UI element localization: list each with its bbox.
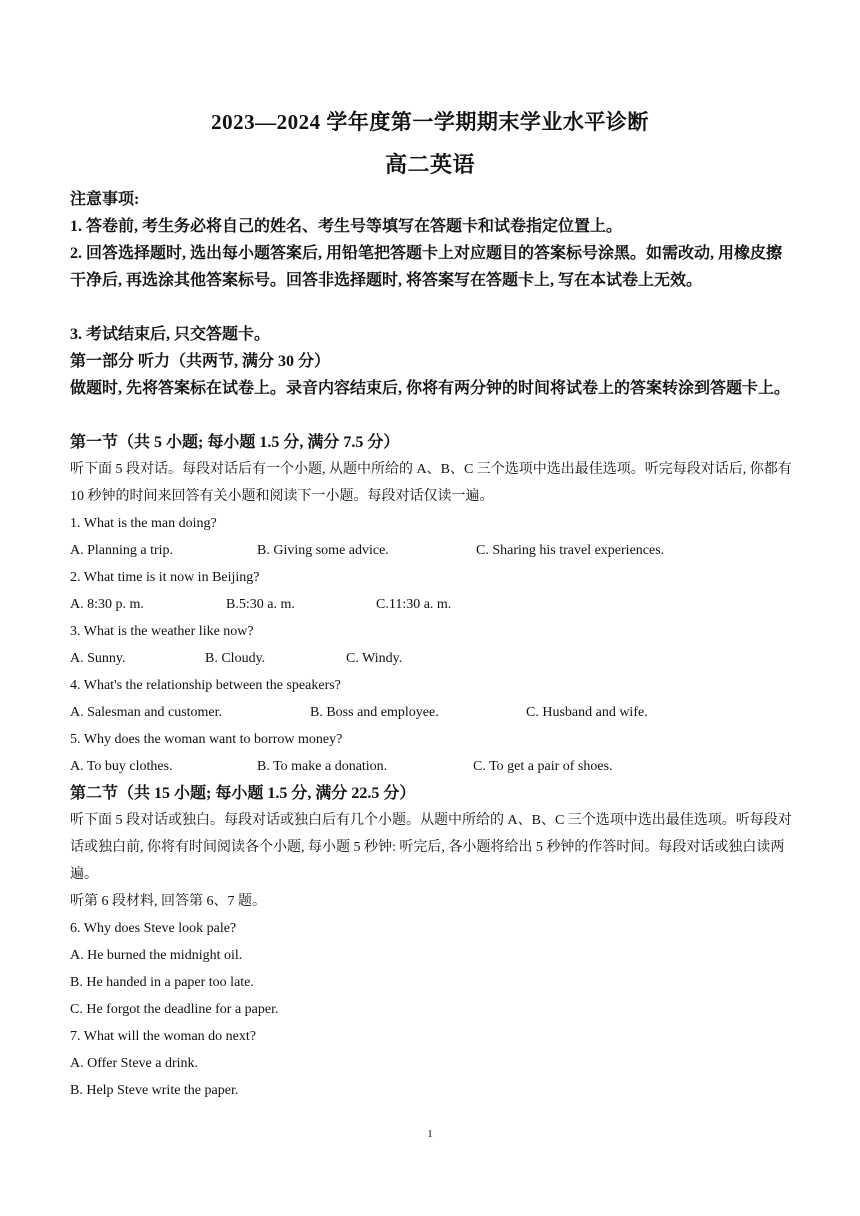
section1-heading: 第一节（共 5 小题; 每小题 1.5 分, 满分 7.5 分） bbox=[70, 434, 400, 451]
section2-instruction: 听下面 5 段对话或独白。每段对话或独白后有几个小题。从题中所给的 A、B、C 三个选项中选出最佳选项。听每段对话或独白前, 你将有时间阅读各个小题, 每小题 5 秒钟: 听完后, 各小题将给出 5 秒钟的作答时间。每段对话或独白读两遍。 bbox=[70, 813, 792, 882]
question-7-option-b: B. Help Steve write the paper. bbox=[70, 1083, 239, 1098]
material-6-note: 听第 6 段材料, 回答第 6、7 题。 bbox=[70, 894, 266, 909]
option-c: C. To get a pair of shoes. bbox=[473, 759, 613, 774]
question-6-option-c: C. He forgot the deadline for a paper. bbox=[70, 1002, 279, 1017]
option-c: C.11:30 a. m. bbox=[376, 597, 452, 612]
option-c: C. Windy. bbox=[346, 651, 403, 666]
option-b: B. To make a donation. bbox=[257, 759, 388, 774]
option-a: A. Planning a trip. bbox=[70, 543, 174, 558]
option-a: A. 8:30 p. m. bbox=[70, 597, 144, 612]
question-1: 1. What is the man doing? bbox=[70, 516, 217, 531]
part1-heading: 第一部分 听力（共两节, 满分 30 分） bbox=[70, 353, 331, 370]
section1-instruction: 听下面 5 段对话。每段对话后有一个小题, 从题中所给的 A、B、C 三个选项中选出最佳选项。听完每段对话后, 你都有 10 秒钟的时间来回答有关小题和阅读下一小题。每段对话仅读一遍。 bbox=[70, 462, 792, 504]
notice-heading: 注意事项: bbox=[70, 191, 140, 208]
question-7: 7. What will the woman do next? bbox=[70, 1029, 256, 1044]
option-b: B. Cloudy. bbox=[205, 651, 266, 666]
notice-item-3: 3. 考试结束后, 只交答题卡。 bbox=[70, 326, 271, 343]
option-a: A. To buy clothes. bbox=[70, 759, 173, 774]
exam-subject: 高二英语 bbox=[384, 152, 475, 177]
part1-instruction: 做题时, 先将答案标在试卷上。录音内容结束后, 你将有两分钟的时间将试卷上的答案转涂到答题卡上。 bbox=[70, 380, 791, 397]
question-5: 5. Why does the woman want to borrow money? bbox=[70, 732, 343, 747]
option-c: C. Sharing his travel experiences. bbox=[476, 543, 665, 558]
exam-title: 2023—2024 学年度第一学期期末学业水平诊断 bbox=[211, 110, 649, 134]
section2-heading: 第二节（共 15 小题; 每小题 1.5 分, 满分 22.5 分） bbox=[70, 785, 416, 802]
question-3: 3. What is the weather like now? bbox=[70, 624, 254, 639]
notice-item-1: 1. 答卷前, 考生务必将自己的姓名、考生号等填写在答题卡和试卷指定位置上。 bbox=[70, 218, 623, 235]
option-a: A. Salesman and customer. bbox=[70, 705, 223, 720]
question-6-option-a: A. He burned the midnight oil. bbox=[70, 948, 243, 963]
question-7-option-a: A. Offer Steve a drink. bbox=[70, 1056, 199, 1071]
question-6-option-b: B. He handed in a paper too late. bbox=[70, 975, 254, 990]
page-number: 1 bbox=[427, 1128, 433, 1140]
option-b: B.5:30 a. m. bbox=[226, 597, 295, 612]
option-b: B. Giving some advice. bbox=[257, 543, 389, 558]
notice-item-2: 2. 回答选择题时, 选出每小题答案后, 用铅笔把答题卡上对应题目的答案标号涂黑。如需改动, 用橡皮擦干净后, 再选涂其他答案标号。回答非选择题时, 将答案写在答题卡上, 写在本试卷上无效。 bbox=[70, 245, 783, 289]
question-2: 2. What time is it now in Beijing? bbox=[70, 570, 260, 585]
question-6: 6. Why does Steve look pale? bbox=[70, 921, 237, 936]
option-c: C. Husband and wife. bbox=[526, 705, 648, 720]
question-4: 4. What's the relationship between the speakers? bbox=[70, 678, 341, 693]
option-b: B. Boss and employee. bbox=[310, 705, 439, 720]
option-a: A. Sunny. bbox=[70, 651, 126, 666]
